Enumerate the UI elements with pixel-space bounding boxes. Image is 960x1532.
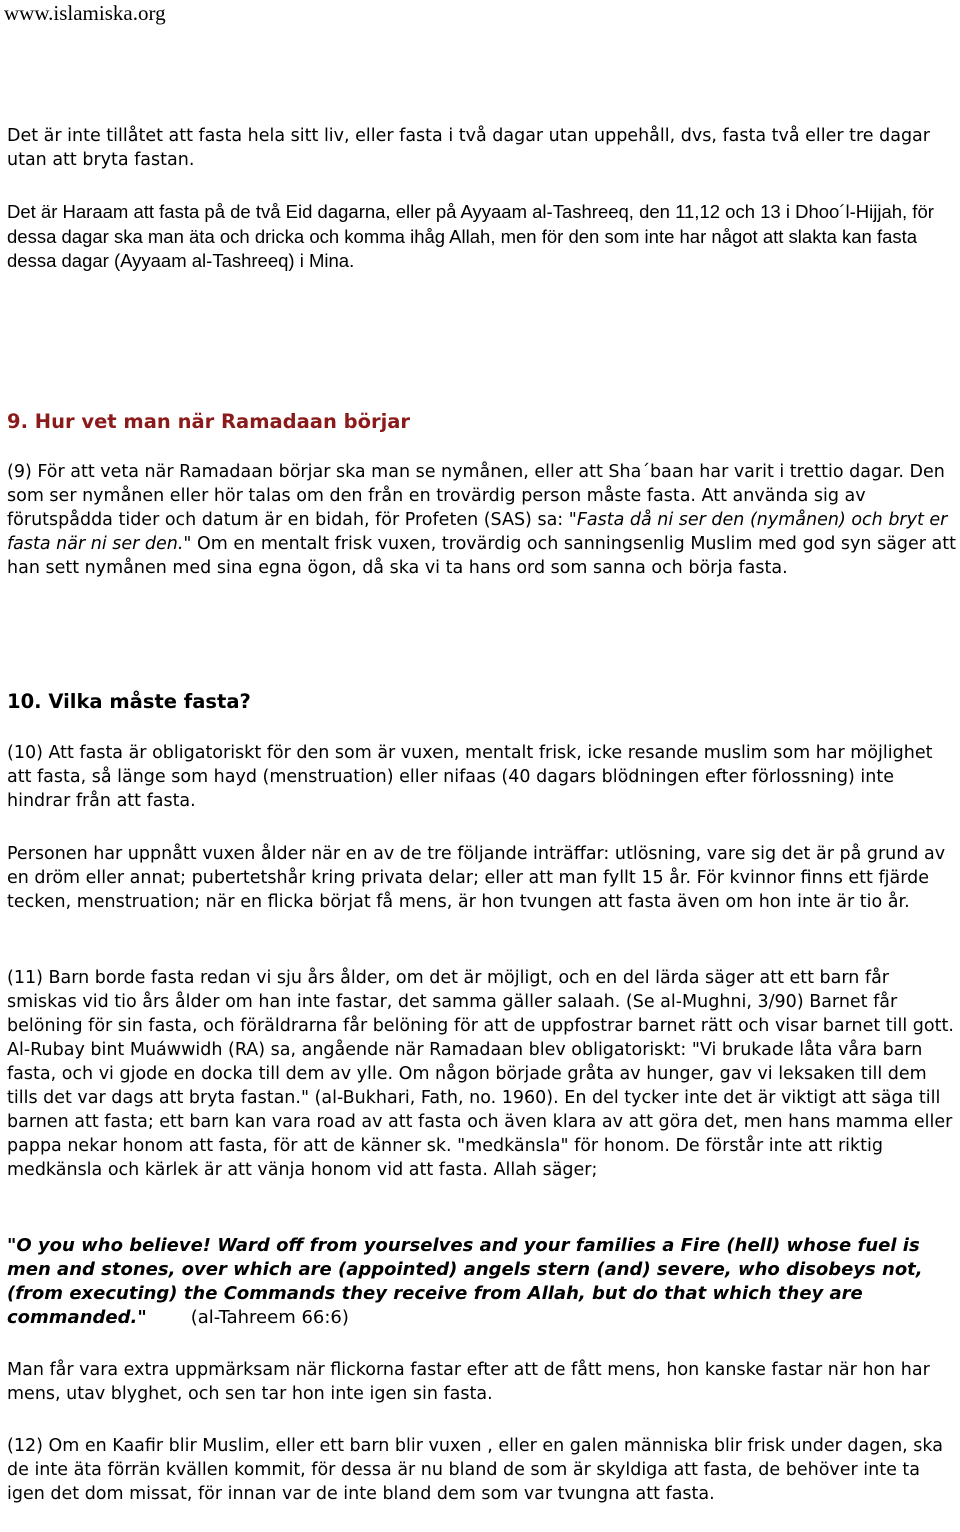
paragraph-girls-mens: Man får vara extra uppmärksam när flickorna fastar efter att de fått mens, hon kanske fastar när hon har mens, utav blyghet, och sen tar hon inte igen sin fasta.	[7, 1360, 930, 1404]
section-9-text-a: (9) För att veta när Ramadaan börjar ska man se nymånen, eller att Sha´baan har varit i trettio dagar. Den som ser nymånen eller hör talas om den från en trovärdig person måste fasta. Att använda sig av förutspådda tider och datum är en bidah, för Profeten (SAS) sa:	[7, 462, 945, 530]
paragraph-haraam-days: Det är Haraam att fasta på de två Eid dagarna, eller på Ayyaam al-Tashreeq, den 11,12 och 13 i Dhoo´l-Hijjah, för dessa dagar ska man äta och dricka och komma ihåg Allah, men för den som inte har något att slakta kan fasta dessa dagar (Ayyaam al-Tashreeq) i Mina.	[7, 201, 934, 271]
section-9-hadith-quote: "Fasta då ni ser den (nymånen) och bryt er fasta när ni ser den.	[7, 510, 948, 554]
paragraph-section-11: (11) Barn borde fasta redan vi sju års ålder, om det är möjligt, och en del lärda säger att ett barn får smiskas vid tio års ålder om han inte fastar, det samma gäller salaah. (Se al-Mughni, 3/90) Barnet får belöning för sin fasta, och föräldrarna får belöning för att de uppfostrar barnet rätt och visar barnet till gott. Al-Rubay bint Muáwwidh (RA) sa, angående när Ramadaan blev obligatoriskt: "Vi brukade låta våra barn fasta, och vi gjode en docka till dem av ylle. Om någon började gråta av hunger, gav vi leksaken till dem tills det var dags att bryta fastan." (al-Bukhari, Fath, no. 1960). En del tycker inte det är viktigt att säga till barnen att fasta; ett barn kan vara road av att fasta och även klara av att göra det, men hans mamma eller pappa nekar honom att fasta, för att de känner sk. "medkänsla" för honom. De förstår inte att riktig medkänsla och kärlek är att vänja honom vid att fasta. Allah säger;	[7, 968, 954, 1180]
paragraph-fasting-whole-life: Det är inte tillåtet att fasta hela sitt liv, eller fasta i två dagar utan uppehåll, dvs, fasta två eller tre dagar utan att bryta fastan.	[7, 126, 930, 170]
paragraph-section-12: (12) Om en Kaafir blir Muslim, eller ett barn blir vuxen , eller en galen människa blir frisk under dagen, ska de inte äta förrän kvällen kommit, för dessa är nu bland de som är skyldiga att fasta, de behöver inte ta igen det dom missat, för innan var de inte bland dem som var tvungna att fasta.	[7, 1436, 943, 1504]
paragraph-section-9	[7, 460, 956, 580]
quran-quote	[7, 1234, 956, 1330]
quran-quote-reference: (al-Tahreem 66:6)	[190, 1307, 349, 1328]
quran-quote-text: "O you who believe! Ward off from yourselves and your families a Fire (hell) whose fuel is men and stones, over which are (appointed) angels stern (and) severe, who disobeys not, (from executing) the Commands they receive from Allah, but do that which they are commanded."	[7, 1235, 923, 1328]
site-url: www.islamiska.org	[4, 1, 166, 25]
paragraph-section-10: (10) Att fasta är obligatoriskt för den som är vuxen, mentalt frisk, icke resande muslim som har möjlighet att fasta, så länge som hayd (menstruation) eller nifaas (40 dagars blödningen efter förlossning) inte hindrar från att fasta.	[7, 743, 933, 811]
heading-section-9: 9. Hur vet man när Ramadaan börjar	[7, 410, 411, 433]
paragraph-adulthood-signs: Personen har uppnått vuxen ålder när en av de tre följande inträffar: utlösning, vare sig det är på grund av en dröm eller annat; pubertetshår kring privata delar; eller att man fyllt 15 år. För kvinnor finns ett fjärde tecken, menstruation; när en flicka börjat få mens, är hon tvungen att fasta även om hon inte är tio år.	[7, 844, 946, 912]
section-9-text-b: " Om en mentalt frisk vuxen, trovärdig och sanningsenlig Muslim med god syn säger att han sett nymånen med sina egna ögon, då ska vi ta hans ord som sanna och börja fasta.	[7, 534, 956, 578]
heading-section-10: 10. Vilka måste fasta?	[7, 690, 251, 713]
